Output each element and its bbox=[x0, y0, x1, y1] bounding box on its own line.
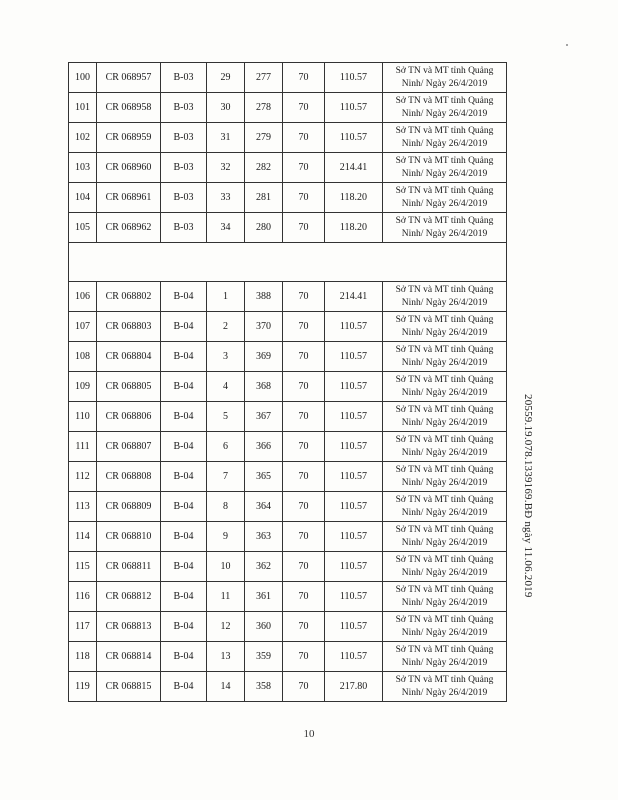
area-cell: 110.57 bbox=[325, 642, 383, 672]
table-row bbox=[69, 282, 507, 312]
row-number-cell: 100 bbox=[69, 63, 97, 93]
map-sheet-cell: B-04 bbox=[161, 522, 207, 552]
certificate-number-cell: CR 068962 bbox=[97, 213, 161, 243]
plot-number-cell: 34 bbox=[207, 213, 245, 243]
plot-number-cell: 4 bbox=[207, 372, 245, 402]
issuer-cell bbox=[383, 372, 507, 402]
table-row bbox=[69, 492, 507, 522]
land-type-cell: 70 bbox=[283, 93, 325, 123]
table-row bbox=[69, 552, 507, 582]
land-type-cell: 70 bbox=[283, 672, 325, 702]
map-sheet-cell: B-04 bbox=[161, 282, 207, 312]
land-type-cell: 70 bbox=[283, 123, 325, 153]
certificate-number-cell: CR 068807 bbox=[97, 432, 161, 462]
table-row bbox=[69, 123, 507, 153]
land-type-cell: 70 bbox=[283, 63, 325, 93]
area-cell: 110.57 bbox=[325, 582, 383, 612]
issuer-line-2: Ninh/ Ngày 26/4/2019 bbox=[401, 228, 488, 239]
plot-code-cell: 388 bbox=[245, 282, 283, 312]
land-type-cell: 70 bbox=[283, 612, 325, 642]
land-type-cell: 70 bbox=[283, 342, 325, 372]
issuer-line-2: Ninh/ Ngày 26/4/2019 bbox=[401, 138, 488, 149]
issuer-line-1: Sở TN và MT tỉnh Quảng bbox=[395, 554, 494, 565]
issuer-line-1: Sở TN và MT tỉnh Quảng bbox=[395, 524, 494, 535]
table-row bbox=[69, 612, 507, 642]
issuer-cell bbox=[383, 492, 507, 522]
issuer-line-2: Ninh/ Ngày 26/4/2019 bbox=[401, 627, 488, 638]
land-type-cell: 70 bbox=[283, 183, 325, 213]
issuer-line-2: Ninh/ Ngày 26/4/2019 bbox=[401, 447, 488, 458]
issuer-line-1: Sở TN và MT tỉnh Quảng bbox=[395, 674, 494, 685]
issuer-cell bbox=[383, 402, 507, 432]
certificate-number-cell: CR 068815 bbox=[97, 672, 161, 702]
certificate-number-cell: CR 068958 bbox=[97, 93, 161, 123]
plot-code-cell: 363 bbox=[245, 522, 283, 552]
table-group-b04 bbox=[69, 282, 507, 702]
map-sheet-cell: B-04 bbox=[161, 672, 207, 702]
issuer-line-2: Ninh/ Ngày 26/4/2019 bbox=[401, 78, 488, 89]
row-number-cell: 110 bbox=[69, 402, 97, 432]
area-cell: 110.57 bbox=[325, 123, 383, 153]
map-sheet-cell: B-03 bbox=[161, 123, 207, 153]
land-type-cell: 70 bbox=[283, 552, 325, 582]
land-type-cell: 70 bbox=[283, 462, 325, 492]
plot-code-cell: 364 bbox=[245, 492, 283, 522]
issuer-cell bbox=[383, 93, 507, 123]
plot-code-cell: 370 bbox=[245, 312, 283, 342]
plot-code-cell: 367 bbox=[245, 402, 283, 432]
map-sheet-cell: B-04 bbox=[161, 582, 207, 612]
issuer-line-1: Sở TN và MT tỉnh Quảng bbox=[395, 185, 494, 196]
area-cell: 214.41 bbox=[325, 153, 383, 183]
table-row bbox=[69, 522, 507, 552]
plot-code-cell: 359 bbox=[245, 642, 283, 672]
table-row bbox=[69, 342, 507, 372]
area-cell: 214.41 bbox=[325, 282, 383, 312]
separator-cell bbox=[69, 243, 507, 282]
land-type-cell: 70 bbox=[283, 372, 325, 402]
issuer-line-1: Sở TN và MT tỉnh Quảng bbox=[395, 344, 494, 355]
plot-code-cell: 282 bbox=[245, 153, 283, 183]
land-type-cell: 70 bbox=[283, 312, 325, 342]
certificate-number-cell: CR 068959 bbox=[97, 123, 161, 153]
plot-number-cell: 32 bbox=[207, 153, 245, 183]
area-cell: 217.80 bbox=[325, 672, 383, 702]
plot-number-cell: 33 bbox=[207, 183, 245, 213]
table-row bbox=[69, 183, 507, 213]
plot-number-cell: 2 bbox=[207, 312, 245, 342]
issuer-line-2: Ninh/ Ngày 26/4/2019 bbox=[401, 507, 488, 518]
plot-code-cell: 278 bbox=[245, 93, 283, 123]
certificate-number-cell: CR 068802 bbox=[97, 282, 161, 312]
page-number: 10 bbox=[303, 728, 315, 740]
certificate-number-cell: CR 068811 bbox=[97, 552, 161, 582]
issuer-cell bbox=[383, 282, 507, 312]
certificate-number-cell: CR 068812 bbox=[97, 582, 161, 612]
map-sheet-cell: B-03 bbox=[161, 183, 207, 213]
area-cell: 110.57 bbox=[325, 522, 383, 552]
issuer-cell bbox=[383, 213, 507, 243]
plot-code-cell: 360 bbox=[245, 612, 283, 642]
area-cell: 110.57 bbox=[325, 462, 383, 492]
issuer-line-2: Ninh/ Ngày 26/4/2019 bbox=[401, 357, 488, 368]
certificate-number-cell: CR 068957 bbox=[97, 63, 161, 93]
certificate-number-cell: CR 068808 bbox=[97, 462, 161, 492]
table-row bbox=[69, 93, 507, 123]
issuer-line-1: Sở TN và MT tỉnh Quảng bbox=[395, 284, 494, 295]
issuer-line-1: Sở TN và MT tỉnh Quảng bbox=[395, 494, 494, 505]
issuer-line-2: Ninh/ Ngày 26/4/2019 bbox=[401, 327, 488, 338]
map-sheet-cell: B-04 bbox=[161, 612, 207, 642]
row-number-cell: 113 bbox=[69, 492, 97, 522]
table-row bbox=[69, 402, 507, 432]
row-number-cell: 104 bbox=[69, 183, 97, 213]
table-row bbox=[69, 462, 507, 492]
issuer-line-1: Sở TN và MT tỉnh Quảng bbox=[395, 614, 494, 625]
issuer-cell bbox=[383, 612, 507, 642]
issuer-line-1: Sở TN và MT tỉnh Quảng bbox=[395, 155, 494, 166]
area-cell: 110.57 bbox=[325, 432, 383, 462]
table-row bbox=[69, 213, 507, 243]
plot-code-cell: 358 bbox=[245, 672, 283, 702]
issuer-line-1: Sở TN và MT tỉnh Quảng bbox=[395, 65, 494, 76]
issuer-line-2: Ninh/ Ngày 26/4/2019 bbox=[401, 387, 488, 398]
table-row bbox=[69, 153, 507, 183]
land-type-cell: 70 bbox=[283, 492, 325, 522]
issuer-cell bbox=[383, 123, 507, 153]
plot-number-cell: 8 bbox=[207, 492, 245, 522]
plot-code-cell: 362 bbox=[245, 552, 283, 582]
land-type-cell: 70 bbox=[283, 282, 325, 312]
map-sheet-cell: B-04 bbox=[161, 402, 207, 432]
row-number-cell: 101 bbox=[69, 93, 97, 123]
plot-number-cell: 14 bbox=[207, 672, 245, 702]
issuer-line-1: Sở TN và MT tỉnh Quảng bbox=[395, 374, 494, 385]
issuer-line-1: Sở TN và MT tỉnh Quảng bbox=[395, 215, 494, 226]
row-number-cell: 115 bbox=[69, 552, 97, 582]
issuer-line-2: Ninh/ Ngày 26/4/2019 bbox=[401, 597, 488, 608]
scan-speck bbox=[566, 44, 568, 46]
issuer-cell bbox=[383, 432, 507, 462]
row-number-cell: 106 bbox=[69, 282, 97, 312]
row-number-cell: 105 bbox=[69, 213, 97, 243]
issuer-line-2: Ninh/ Ngày 26/4/2019 bbox=[401, 537, 488, 548]
certificate-number-cell: CR 068813 bbox=[97, 612, 161, 642]
area-cell: 110.57 bbox=[325, 342, 383, 372]
area-cell: 110.57 bbox=[325, 402, 383, 432]
plot-code-cell: 281 bbox=[245, 183, 283, 213]
issuer-line-2: Ninh/ Ngày 26/4/2019 bbox=[401, 417, 488, 428]
area-cell: 110.57 bbox=[325, 492, 383, 522]
area-cell: 110.57 bbox=[325, 612, 383, 642]
row-number-cell: 116 bbox=[69, 582, 97, 612]
plot-code-cell: 280 bbox=[245, 213, 283, 243]
issuer-cell bbox=[383, 342, 507, 372]
issuer-line-1: Sở TN và MT tỉnh Quảng bbox=[395, 584, 494, 595]
plot-number-cell: 1 bbox=[207, 282, 245, 312]
area-cell: 118.20 bbox=[325, 183, 383, 213]
issuer-cell bbox=[383, 552, 507, 582]
area-cell: 110.57 bbox=[325, 552, 383, 582]
plot-code-cell: 361 bbox=[245, 582, 283, 612]
map-sheet-cell: B-04 bbox=[161, 492, 207, 522]
certificate-number-cell: CR 068810 bbox=[97, 522, 161, 552]
plot-code-cell: 279 bbox=[245, 123, 283, 153]
table-group-b03 bbox=[69, 63, 507, 243]
issuer-line-1: Sở TN và MT tỉnh Quảng bbox=[395, 464, 494, 475]
area-cell: 110.57 bbox=[325, 312, 383, 342]
issuer-cell bbox=[383, 153, 507, 183]
certificate-table bbox=[68, 62, 507, 702]
map-sheet-cell: B-04 bbox=[161, 342, 207, 372]
issuer-line-2: Ninh/ Ngày 26/4/2019 bbox=[401, 567, 488, 578]
certificate-number-cell: CR 068814 bbox=[97, 642, 161, 672]
row-number-cell: 117 bbox=[69, 612, 97, 642]
map-sheet-cell: B-04 bbox=[161, 552, 207, 582]
table-row bbox=[69, 372, 507, 402]
row-number-cell: 114 bbox=[69, 522, 97, 552]
issuer-cell bbox=[383, 642, 507, 672]
issuer-line-2: Ninh/ Ngày 26/4/2019 bbox=[401, 657, 488, 668]
row-number-cell: 111 bbox=[69, 432, 97, 462]
plot-number-cell: 11 bbox=[207, 582, 245, 612]
land-type-cell: 70 bbox=[283, 153, 325, 183]
table-row bbox=[69, 642, 507, 672]
plot-number-cell: 9 bbox=[207, 522, 245, 552]
issuer-line-1: Sở TN và MT tỉnh Quảng bbox=[395, 404, 494, 415]
certificate-number-cell: CR 068960 bbox=[97, 153, 161, 183]
plot-number-cell: 5 bbox=[207, 402, 245, 432]
plot-code-cell: 365 bbox=[245, 462, 283, 492]
certificate-number-cell: CR 068961 bbox=[97, 183, 161, 213]
issuer-cell bbox=[383, 183, 507, 213]
plot-number-cell: 10 bbox=[207, 552, 245, 582]
map-sheet-cell: B-04 bbox=[161, 432, 207, 462]
issuer-line-2: Ninh/ Ngày 26/4/2019 bbox=[401, 108, 488, 119]
area-cell: 110.57 bbox=[325, 372, 383, 402]
land-type-cell: 70 bbox=[283, 582, 325, 612]
plot-code-cell: 369 bbox=[245, 342, 283, 372]
row-number-cell: 108 bbox=[69, 342, 97, 372]
side-reference-code: 20559.19.078.1339169.BĐ ngày 11.06.2019 bbox=[522, 394, 534, 598]
area-cell: 110.57 bbox=[325, 63, 383, 93]
issuer-cell bbox=[383, 522, 507, 552]
map-sheet-cell: B-04 bbox=[161, 642, 207, 672]
certificate-number-cell: CR 068805 bbox=[97, 372, 161, 402]
plot-number-cell: 3 bbox=[207, 342, 245, 372]
issuer-line-1: Sở TN và MT tỉnh Quảng bbox=[395, 644, 494, 655]
certificate-number-cell: CR 068806 bbox=[97, 402, 161, 432]
issuer-cell bbox=[383, 672, 507, 702]
table-row bbox=[69, 672, 507, 702]
table-row bbox=[69, 63, 507, 93]
issuer-line-1: Sở TN và MT tỉnh Quảng bbox=[395, 95, 494, 106]
table-row bbox=[69, 312, 507, 342]
certificate-number-cell: CR 068804 bbox=[97, 342, 161, 372]
table-row bbox=[69, 432, 507, 462]
plot-number-cell: 7 bbox=[207, 462, 245, 492]
issuer-line-2: Ninh/ Ngày 26/4/2019 bbox=[401, 477, 488, 488]
map-sheet-cell: B-04 bbox=[161, 312, 207, 342]
map-sheet-cell: B-04 bbox=[161, 372, 207, 402]
map-sheet-cell: B-04 bbox=[161, 462, 207, 492]
issuer-line-1: Sở TN và MT tỉnh Quảng bbox=[395, 314, 494, 325]
certificate-number-cell: CR 068809 bbox=[97, 492, 161, 522]
plot-number-cell: 30 bbox=[207, 93, 245, 123]
land-type-cell: 70 bbox=[283, 402, 325, 432]
map-sheet-cell: B-03 bbox=[161, 213, 207, 243]
plot-number-cell: 29 bbox=[207, 63, 245, 93]
map-sheet-cell: B-03 bbox=[161, 93, 207, 123]
row-number-cell: 102 bbox=[69, 123, 97, 153]
row-number-cell: 103 bbox=[69, 153, 97, 183]
table-row bbox=[69, 582, 507, 612]
row-number-cell: 107 bbox=[69, 312, 97, 342]
issuer-line-2: Ninh/ Ngày 26/4/2019 bbox=[401, 168, 488, 179]
map-sheet-cell: B-03 bbox=[161, 153, 207, 183]
issuer-cell bbox=[383, 312, 507, 342]
issuer-line-2: Ninh/ Ngày 26/4/2019 bbox=[401, 687, 488, 698]
land-type-cell: 70 bbox=[283, 642, 325, 672]
plot-code-cell: 368 bbox=[245, 372, 283, 402]
row-number-cell: 119 bbox=[69, 672, 97, 702]
plot-number-cell: 31 bbox=[207, 123, 245, 153]
land-type-cell: 70 bbox=[283, 432, 325, 462]
plot-code-cell: 366 bbox=[245, 432, 283, 462]
row-number-cell: 112 bbox=[69, 462, 97, 492]
row-number-cell: 109 bbox=[69, 372, 97, 402]
plot-number-cell: 13 bbox=[207, 642, 245, 672]
land-type-cell: 70 bbox=[283, 213, 325, 243]
plot-number-cell: 12 bbox=[207, 612, 245, 642]
issuer-cell bbox=[383, 582, 507, 612]
land-type-cell: 70 bbox=[283, 522, 325, 552]
plot-code-cell: 277 bbox=[245, 63, 283, 93]
row-number-cell: 118 bbox=[69, 642, 97, 672]
area-cell: 110.57 bbox=[325, 93, 383, 123]
issuer-line-1: Sở TN và MT tỉnh Quảng bbox=[395, 434, 494, 445]
area-cell: 118.20 bbox=[325, 213, 383, 243]
plot-number-cell: 6 bbox=[207, 432, 245, 462]
issuer-line-2: Ninh/ Ngày 26/4/2019 bbox=[401, 198, 488, 209]
issuer-line-2: Ninh/ Ngày 26/4/2019 bbox=[401, 297, 488, 308]
issuer-cell bbox=[383, 462, 507, 492]
table-separator bbox=[69, 243, 507, 282]
issuer-cell bbox=[383, 63, 507, 93]
issuer-line-1: Sở TN và MT tỉnh Quảng bbox=[395, 125, 494, 136]
certificate-number-cell: CR 068803 bbox=[97, 312, 161, 342]
map-sheet-cell: B-03 bbox=[161, 63, 207, 93]
